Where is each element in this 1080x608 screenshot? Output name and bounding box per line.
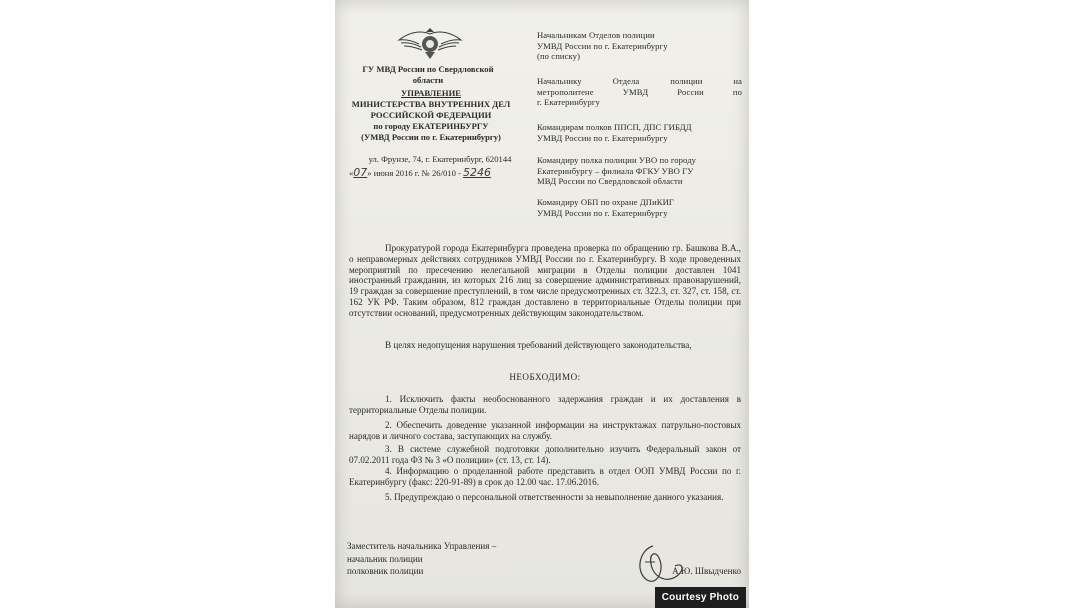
recipient-line: Начальнику Отдела полиции на [537, 76, 742, 86]
recipient-2 [537, 76, 742, 108]
recipient-line: (по списку) [537, 51, 581, 61]
directive-item-2: 2. Обеспечить доведение указанной информации на инструктажах патрульно-постовых нарядов и личного состава, заступающих на службу. [349, 420, 741, 441]
directive-item-4: 4. Информацию о проделанной работе представить в отдел ООП УМВД России по г. Екатеринбургу (факс: 220-91-89) в срок до 12.00 час. 17.06.2016. [349, 466, 741, 487]
recipient-line: Екатеринбургу – филиала ФГКУ УВО ГУ [537, 165, 694, 176]
emblem-eagle-icon [395, 28, 465, 60]
photo-credit: Courtesy Photo [655, 587, 746, 608]
recipient-1 [537, 30, 742, 62]
signatory-line: начальник полиции [347, 553, 423, 564]
recipient-line: Командирам полков ППСП, ДПС ГИБДД [537, 122, 692, 132]
sender-department [341, 88, 521, 143]
date-day: 07 [353, 166, 368, 179]
recipient-line: Начальникам Отделов полиции [537, 30, 655, 40]
recipient-line: метрополитене УМВД России по [537, 86, 742, 97]
recipient-line: УМВД России по г. Екатеринбургу [537, 132, 668, 143]
signatory-title [347, 540, 567, 578]
dept-line: по городу ЕКАТЕРИНБУРГУ [373, 121, 489, 131]
sender-date-line: «07» июня 2016 г. № 26/010 - 5246 [349, 166, 492, 179]
recipient-line: УМВД России по г. Екатеринбургу [537, 207, 668, 218]
handwritten-signature [625, 540, 695, 590]
signatory-line: полковник полиции [347, 566, 424, 576]
recipient-line: Командиру ОБП по охране ДПиКИГ [537, 197, 674, 207]
recipient-3 [537, 122, 742, 143]
registration-number: 5246 [463, 166, 492, 179]
directive-item-3: 3. В системе служебной подготовки дополнительно изучить Федеральный закон от 07.02.2011 года ФЗ № 3 «О полиции» (ст. 13, ст. 14). [349, 444, 741, 465]
recipient-4 [537, 155, 742, 187]
recipient-line: УМВД России по г. Екатеринбургу [537, 40, 668, 51]
body-paragraph-1: Прокуратурой города Екатеринбурга проведена проверка по обращению гр. Башкова В.А., о неправомерных действиях сотрудников УМВД России по г. Екатеринбургу. В ходе проведенных мероприятий по пресечению нелегальной миграции в Отделы полиции доставлен 1041 иностранный гражданин, из которых 216 лиц за совершение административных правонарушений, 19 граждан за совершение преступлений, в том числе предусмотренных ст. 322.3, ст. 327, ст. 158, ст. 162 УК РФ. Таким образом, 812 граждан доставлено в территориальные Отделы полиции при отсутствии оснований, предусмотренных действующим законодательством. [349, 243, 741, 318]
dept-line: (УМВД России по г. Екатеринбургу) [361, 132, 501, 142]
directive-heading: НЕОБХОДИМО: [509, 372, 581, 382]
dept-line: УПРАВЛЕНИЕ [401, 88, 461, 98]
recipient-line: Командиру полка полиции УВО по городу [537, 155, 697, 165]
recipient-line: г. Екатеринбургу [537, 97, 600, 107]
directive-item-1: 1. Исключить факты необоснованного задержания граждан и их доставления в территориальные Отделы полиции. [349, 394, 741, 415]
body-paragraph-2: В целях недопущения нарушения требований действующего законодательства, [385, 340, 692, 350]
signatory-line: Заместитель начальника Управления – [347, 541, 497, 551]
date-rest: июня 2016 г. № 26/010 - [373, 168, 461, 178]
dept-line: МИНИСТЕРСТВА ВНУТРЕННИХ ДЕЛ [351, 99, 511, 109]
dept-line: РОССИЙСКОЙ ФЕДЕРАЦИИ [370, 110, 492, 120]
recipient-line: МВД России по Свердловской области [537, 176, 683, 186]
sender-top-line: ГУ МВД России по Свердловской области [362, 64, 494, 85]
document-page [335, 0, 749, 608]
signatory-name: А.Ю. Швыдченко [672, 566, 741, 576]
recipient-5 [537, 197, 742, 218]
sender-address: ул. Фрунзе, 74, г. Екатеринбург, 620144 [368, 154, 512, 164]
directive-item-5: 5. Предупреждаю о персональной ответственности за невыполнение данного указания. [385, 492, 724, 502]
